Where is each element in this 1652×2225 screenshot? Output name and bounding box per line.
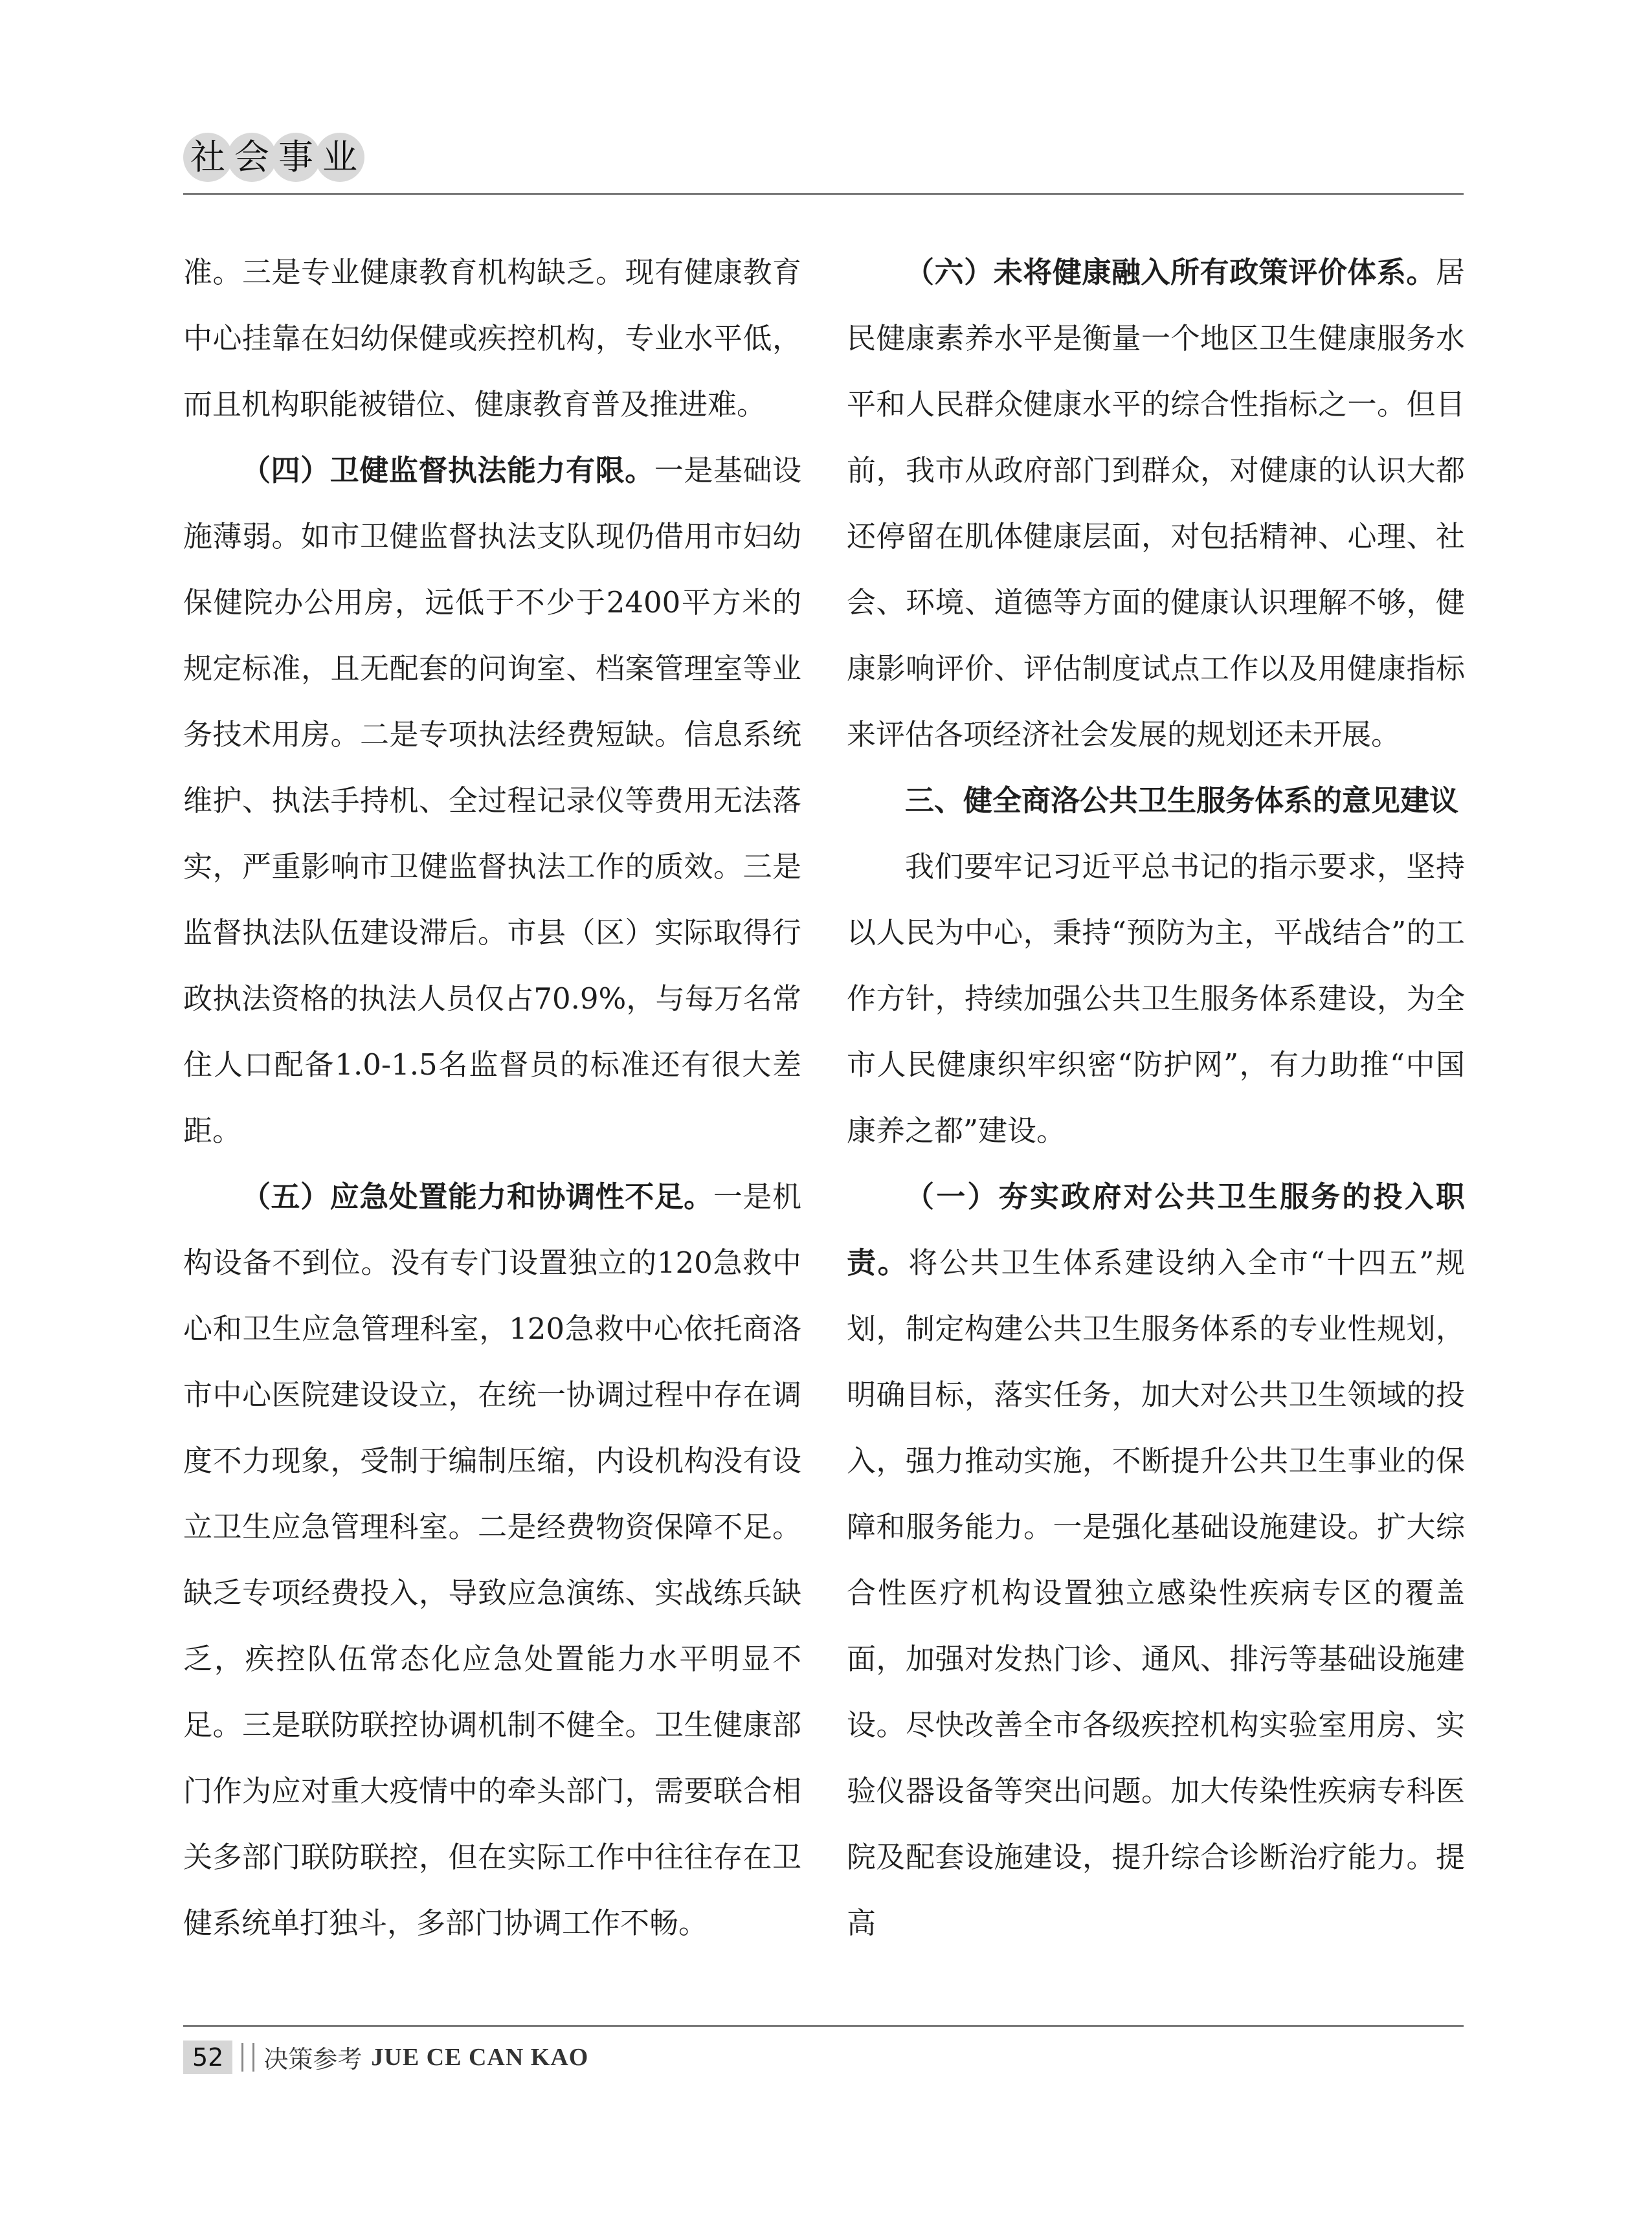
header-rule [183, 193, 1464, 195]
paragraph [847, 240, 1465, 768]
paragraph-lead: （六）未将健康融入所有政策评价体系。 [905, 255, 1436, 289]
page-footer [183, 2039, 588, 2075]
paragraph-text: 一是机构设备不到位。没有专门设置独立的120急救中心和卫生应急管理科室，120急救中心依托商洛市中心医院建设设立，在统一协调过程中存在调度不力现象，受制于编制压缩，内设机构没有设立卫生应急管理科室。二是经费物资保障不足。缺乏专项经费投入，导致应急演练、实战练兵缺乏，疾控队伍常态化应急处置能力水平明显不足。三是联防联控协调机制不健全。卫生健康部门作为应对重大疫情中的牵头部门，需要联合相关多部门联防联控，但在实际工作中往往存在卫健系统单打独斗，多部门协调工作不畅。 [183, 1180, 801, 1940]
footer-rule [183, 2025, 1464, 2027]
section-tag [183, 133, 359, 182]
page-number: 52 [183, 2041, 232, 2074]
page-header [183, 133, 359, 182]
paragraph-text: 我们要牢记习近平总书记的指示要求，坚持以人民为中心，秉持“预防为主，平战结合”的工作方针，持续加强公共卫生服务体系建设，为全市人民健康织牢织密“防护网”，有力助推“中国康养之都”建设。 [847, 849, 1465, 1148]
paragraph-text: 准。三是专业健康教育机构缺乏。现有健康教育中心挂靠在妇幼保健或疾控机构，专业水平低，而且机构职能被错位、健康教育普及推进难。 [183, 255, 801, 421]
section-tag-char: 会 [227, 133, 276, 182]
paragraph-text: 一是基础设施薄弱。如市卫健监督执法支队现仍借用市妇幼保健院办公用房，远低于不少于2400平方米的规定标准，且无配套的问询室、档案管理室等业务技术用房。二是专项执法经费短缺。信息系统维护、执法手持机、全过程记录仪等费用无法落实，严重影响市卫健监督执法工作的质效。三是监督执法队伍建设滞后。市县（区）实际取得行政执法资格的执法人员仅占70.9%，与每万名常住人口配备1.0-1.5名监督员的标准还有很大差距。 [183, 453, 801, 1148]
section-tag-char: 业 [315, 133, 364, 182]
paragraph-lead: （一）夯实政府对公共卫生服务的投入职责。 [847, 1180, 1465, 1280]
paragraph [847, 1164, 1465, 1956]
publication-name-en: JUE CE CAN KAO [371, 2043, 589, 2071]
divider-bars [241, 2043, 254, 2072]
section-tag-char: 社 [183, 133, 232, 182]
paragraph-lead: （四）卫健监督执法能力有限。 [241, 453, 654, 487]
paragraph [847, 834, 1465, 1164]
left-column [183, 240, 801, 1956]
paragraph [183, 1164, 801, 1956]
paragraph [183, 438, 801, 1164]
paragraph [183, 240, 801, 438]
paragraph-lead: （五）应急处置能力和协调性不足。 [241, 1180, 713, 1214]
right-column [847, 240, 1465, 1956]
paragraph-text: 将公共卫生体系建设纳入全市“十四五”规划，制定构建公共卫生服务体系的专业性规划，明确目标，落实任务，加大对公共卫生领域的投入，强力推动实施，不断提升公共卫生事业的保障和服务能力。一是强化基础设施建设。扩大综合性医疗机构设置独立感染性疾病专区的覆盖面，加强对发热门诊、通风、排污等基础设施建设。尽快改善全市各级疾控机构实验室用房、实验仪器设备等突出问题。加大传染性疾病专科医院及配套设施建设，提升综合诊断治疗能力。提高 [847, 1246, 1465, 1940]
section-heading: 三、健全商洛公共卫生服务体系的意见建议 [905, 783, 1459, 818]
paragraph-text: 居民健康素养水平是衡量一个地区卫生健康服务水平和人民群众健康水平的综合性指标之一。但目前，我市从政府部门到群众，对健康的认识大都还停留在肌体健康层面，对包括精神、心理、社会、环境、道德等方面的健康认识理解不够，健康影响评价、评估制度试点工作以及用健康指标来评估各项经济社会发展的规划还未开展。 [847, 255, 1465, 752]
section-tag-char: 事 [271, 133, 320, 182]
publication-name-cn: 决策参考 [263, 2045, 363, 2074]
